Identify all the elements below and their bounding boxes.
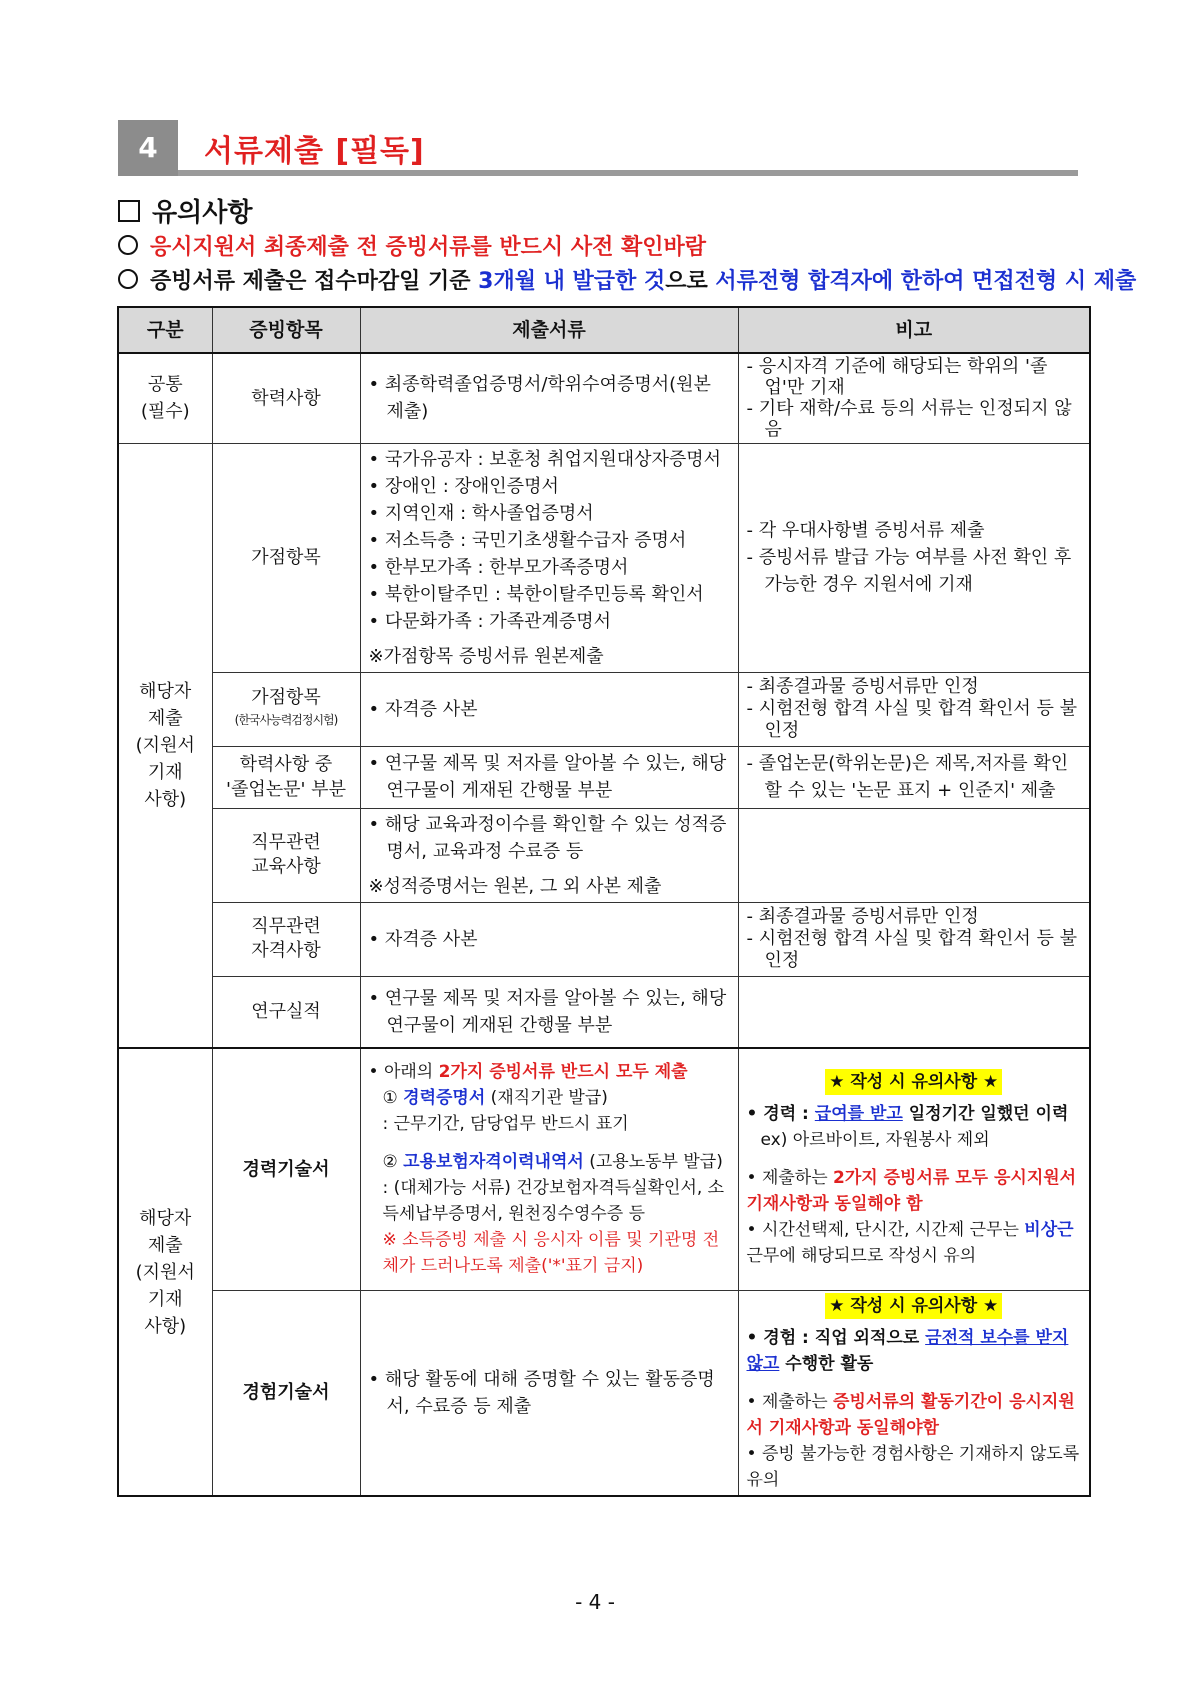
doc-text: (재직기관 발급): [485, 1088, 608, 1109]
doc-text: 해당 활동에 대해 증명할 수 있는 활동증명서, 수료증 등 제출: [384, 1368, 715, 1417]
list-item: • 연구물 제목 및 저자를 알아볼 수 있는, 해당연구물이 게재된 간행물 부분: [368, 987, 727, 1036]
note-emphasis: 증빙서류의 활동기간이 응시지원서 기재사항과 동일해야함: [746, 1391, 1075, 1438]
section-underline: [178, 170, 1078, 176]
square-bullet-icon: [118, 200, 140, 222]
item-text: 가점항목: [251, 687, 321, 708]
note-line: • 제출하는 2가지 증빙서류 모두 응시지원서 기재사항과 동일해야 함: [746, 1168, 1077, 1215]
doc-text: 국가유공자 : 보훈청 취업지원대상자증명서: [384, 448, 722, 470]
item-subtext: (한국사능력검정시험): [234, 713, 338, 727]
item-certification: [212, 902, 360, 976]
note-cell: [738, 353, 1090, 443]
doc-emphasis: 고용보험자격이력내역서: [403, 1152, 584, 1173]
table-row: [118, 443, 1090, 672]
doc-text: 지역인재 : 학사졸업증명서: [384, 502, 594, 524]
list-item: • 지역인재 : 학사졸업증명서: [368, 502, 594, 524]
note-text: 일정기간 일했던 이력: [902, 1104, 1069, 1125]
note-line: ex) 아르바이트, 자원봉사 제외: [760, 1130, 990, 1151]
caution-star-label: ★ 작성 시 유의사항 ★: [825, 1293, 1002, 1319]
item-education: 학력사항: [212, 353, 360, 443]
notice-line-2-d: 서류전형 합격자에 한하여 면접전형 시 제출: [715, 269, 1137, 294]
list-item: • 북한이탈주민 : 북한이탈주민등록 확인서: [368, 583, 704, 605]
doc-text: 최종학력졸업증명서/학위수여증명서(원본 제출): [384, 374, 711, 423]
doc-text: 한부모가족 : 한부모가족증명서: [384, 556, 629, 578]
doc-line: : (대체가능 서류) 건강보험자격득실확인서, 소득세납부증명서, 원천징수영수증 등: [382, 1178, 725, 1225]
doc-text: 자격증 사본: [384, 698, 478, 720]
circle-bullet-icon: [118, 235, 138, 255]
caution-heading: [747, 1069, 1082, 1095]
notice-line-1-text: 응시지원서 최종제출 전 증빙서류를 반드시 사전 확인바람: [150, 235, 707, 260]
note-cell: [738, 746, 1090, 808]
note-text: 응시자격 기준에 해당되는 학위의 '졸업'만 기재: [758, 356, 1048, 399]
note-text: 최종결과물 증빙서류만 인정: [758, 906, 979, 927]
doc-text: 자격증 사본: [384, 928, 478, 950]
note-line: • 제출하는 증빙서류의 활동기간이 응시지원서 기재사항과 동일해야함: [746, 1391, 1075, 1438]
doc-text: 해당 교육과정이수를 확인할 수 있는 성적증명서, 교육과정 수료증 등: [384, 813, 727, 862]
doc-text: 저소득층 : 국민기초생활수급자 증명서: [384, 529, 687, 551]
notice-line-2-a: 증빙서류 제출은 접수마감일 기준: [150, 269, 479, 294]
doc-text: 장애인 : 장애인증명서: [384, 475, 559, 497]
note-text: 최종결과물 증빙서류만 인정: [758, 676, 979, 697]
item-thesis: [212, 746, 360, 808]
col-header-item: 증빙항목: [212, 307, 360, 353]
item-subtext: 자격사항: [251, 940, 321, 961]
item-research: 연구실적: [212, 976, 360, 1048]
doc-text: ②: [382, 1152, 404, 1173]
col-header-documents: 제출서류: [360, 307, 738, 353]
note-text: 증빙서류 발급 가능 여부를 사전 확인 후 가능한 경우 지원서에 기재: [758, 547, 1072, 595]
note-text: 졸업논문(학위논문)은 제목,저자를 확인할 수 있는 '논문 표지 + 인준지' 제출: [758, 753, 1069, 801]
list-item: • 해당 활동에 대해 증명할 수 있는 활동증명서, 수료증 등 제출: [368, 1368, 715, 1417]
doc-text: 다문화가족 : 가족관계증명서: [384, 610, 612, 632]
doc-emphasis: 2가지 증빙서류 반드시 모두 제출: [438, 1062, 688, 1083]
section-number: 4: [118, 120, 178, 176]
col-header-category: 구분: [118, 307, 212, 353]
doc-cell: [360, 976, 738, 1048]
list-item: - 시험전형 합격 사실 및 합격 확인서 등 불인정: [746, 698, 1077, 741]
list-item: - 최종결과물 증빙서류만 인정: [746, 676, 979, 697]
doc-cell: [360, 672, 738, 746]
note-emphasis: 급여를 받고: [814, 1104, 903, 1125]
doc-text: 연구물 제목 및 저자를 알아볼 수 있는, 해당연구물이 게재된 간행물 부분: [384, 987, 727, 1036]
list-item: • 저소득층 : 국민기초생활수급자 증명서: [368, 529, 687, 551]
table-row: [118, 808, 1090, 902]
note-emphasis: 금전적 보수를 받지 않고: [746, 1327, 1069, 1374]
list-item: • 연구물 제목 및 저자를 알아볼 수 있는, 해당연구물이 게재된 간행물 부분: [368, 753, 727, 801]
note-text: 시험전형 합격 사실 및 합격 확인서 등 불인정: [758, 698, 1077, 741]
doc-cell: [360, 1290, 738, 1496]
notice-line-1: [118, 230, 706, 261]
doc-cell: [360, 746, 738, 808]
section-header: [118, 120, 1078, 178]
note-text: 각 우대사항별 증빙서류 제출: [758, 520, 985, 541]
table-row: [118, 1048, 1090, 1290]
note-line: • 시간선택제, 단시간, 시간제 근무는 비상근 근무에 해당되므로 작성시 유의: [746, 1220, 1074, 1267]
note-cell: [738, 1290, 1090, 1496]
doc-cell: [360, 808, 738, 902]
list-item: - 증빙서류 발급 가능 여부를 사전 확인 후 가능한 경우 지원서에 기재: [746, 547, 1072, 595]
doc-cell: [360, 443, 738, 672]
doc-text: 북한이탈주민 : 북한이탈주민등록 확인서: [384, 583, 704, 605]
list-item: • 자격증 사본: [368, 928, 478, 950]
item-subtext: 교육사항: [251, 856, 321, 877]
doc-warning: ※ 소득증빙 제출 시 응시자 이름 및 기관명 전체가 드러나도록 제출('*'표기 금지): [382, 1230, 720, 1277]
doc-text: ①: [382, 1088, 404, 1109]
note-text: 제출하는: [761, 1391, 834, 1412]
table-header-row: [118, 307, 1090, 353]
circle-bullet-icon: [118, 269, 138, 289]
table-row: [118, 1290, 1090, 1496]
item-career: 경력기술서: [212, 1048, 360, 1290]
note-line: • 경험 : 직업 외적으로 금전적 보수를 받지 않고 수행한 활동: [746, 1327, 1069, 1374]
list-item: - 최종결과물 증빙서류만 인정: [746, 906, 979, 927]
doc-cell: [360, 1048, 738, 1290]
group-statements: 해당자 제출 (지원서 기재 사항): [118, 1048, 212, 1496]
col-header-remarks: 비고: [738, 307, 1090, 353]
notice-title: [118, 192, 252, 229]
item-bonus: 가점항목: [212, 443, 360, 672]
note-text: 경험 : 직업 외적으로: [763, 1327, 926, 1348]
list-item: - 시험전형 합격 사실 및 합격 확인서 등 불인정: [746, 928, 1077, 971]
doc-text: 아래의: [383, 1062, 439, 1083]
doc-text: (고용노동부 발급): [583, 1152, 723, 1173]
section-title: 서류제출 [필독]: [204, 134, 425, 169]
table-row: [118, 672, 1090, 746]
note-cell: [738, 1048, 1090, 1290]
item-korean-history: [212, 672, 360, 746]
doc-line: • 아래의 2가지 증빙서류 반드시 모두 제출: [368, 1062, 688, 1083]
list-item: - 응시자격 기준에 해당되는 학위의 '졸업'만 기재: [746, 356, 1048, 399]
item-subtext: '졸업논문' 부분: [226, 779, 346, 800]
table-row: [118, 746, 1090, 808]
table-row: [118, 976, 1090, 1048]
notice-line-2: [118, 264, 1136, 295]
doc-cell: [360, 902, 738, 976]
note-cell-empty: [738, 976, 1090, 1048]
item-text: 학력사항 중: [239, 754, 333, 775]
note-text: 수행한 활동: [779, 1353, 874, 1374]
list-item: - 기타 재학/수료 등의 서류는 인정되지 않음: [746, 398, 1072, 441]
note-emphasis: 비상근: [1024, 1220, 1074, 1241]
notice-title-text: 유의사항: [152, 198, 253, 228]
documents-table: [117, 306, 1091, 1497]
item-experience: 경험기술서: [212, 1290, 360, 1496]
list-item: - 졸업논문(학위논문)은 제목,저자를 확인할 수 있는 '논문 표지 + 인준지' 제출: [746, 753, 1069, 801]
doc-cell: [360, 353, 738, 443]
item-text: 직무관련: [251, 916, 321, 937]
list-item: • 다문화가족 : 가족관계증명서: [368, 610, 612, 632]
notice-line-2-c: 으로: [665, 269, 716, 294]
list-item: - 각 우대사항별 증빙서류 제출: [746, 520, 985, 541]
notice-line-2-b: 3개월 내 발급한 것: [478, 269, 666, 294]
group-optional: 해당자 제출 (지원서 기재 사항): [118, 443, 212, 1048]
note-cell: [738, 443, 1090, 672]
note-text: 증빙 불가능한 경험사항은 기재하지 않도록 유의: [746, 1443, 1080, 1490]
table-row: [118, 902, 1090, 976]
note-line: • 증빙 불가능한 경험사항은 기재하지 않도록 유의: [746, 1443, 1080, 1490]
note-line: • 경력 : 급여를 받고 일정기간 일했던 이력: [746, 1104, 1069, 1125]
list-item: • 장애인 : 장애인증명서: [368, 475, 559, 497]
group-common: 공통 (필수): [118, 353, 212, 443]
note-emphasis: 2가지 증빙서류 모두 응시지원서 기재사항과 동일해야 함: [746, 1168, 1077, 1215]
note-cell: [738, 902, 1090, 976]
item-text: 직무관련: [251, 832, 321, 853]
caution-star-label: ★ 작성 시 유의사항 ★: [825, 1069, 1002, 1095]
note-text: 기타 재학/수료 등의 서류는 인정되지 않음: [758, 398, 1072, 441]
doc-note: ※성적증명서는 원본, 그 외 사본 제출: [368, 875, 662, 897]
list-item: • 해당 교육과정이수를 확인할 수 있는 성적증명서, 교육과정 수료증 등: [368, 813, 727, 862]
caution-heading: [747, 1293, 1082, 1319]
note-text: 시간선택제, 단시간, 시간제 근무는: [761, 1220, 1025, 1241]
page-number: - 4 -: [575, 1590, 615, 1614]
doc-line: [369, 1149, 730, 1175]
table-row: [118, 353, 1090, 443]
item-education-training: [212, 808, 360, 902]
list-item: • 최종학력졸업증명서/학위수여증명서(원본 제출): [368, 374, 711, 423]
note-text: 제출하는: [761, 1168, 834, 1189]
list-item: • 자격증 사본: [368, 698, 478, 720]
list-item: • 한부모가족 : 한부모가족증명서: [368, 556, 629, 578]
doc-line: [369, 1085, 730, 1111]
note-cell-empty: [738, 808, 1090, 902]
note-cell: [738, 672, 1090, 746]
note-text: 근무에 해당되므로 작성시 유의: [746, 1246, 977, 1267]
doc-note: ※가점항목 증빙서류 원본제출: [368, 645, 604, 667]
doc-emphasis: 경력증명서: [403, 1088, 486, 1109]
list-item: • 국가유공자 : 보훈청 취업지원대상자증명서: [368, 448, 722, 470]
note-text: 시험전형 합격 사실 및 합격 확인서 등 불인정: [758, 928, 1077, 971]
note-text: 경력 :: [763, 1104, 815, 1125]
doc-text: 연구물 제목 및 저자를 알아볼 수 있는, 해당연구물이 게재된 간행물 부분: [384, 753, 727, 801]
doc-line: : 근무기간, 담당업무 반드시 표기: [382, 1114, 629, 1135]
